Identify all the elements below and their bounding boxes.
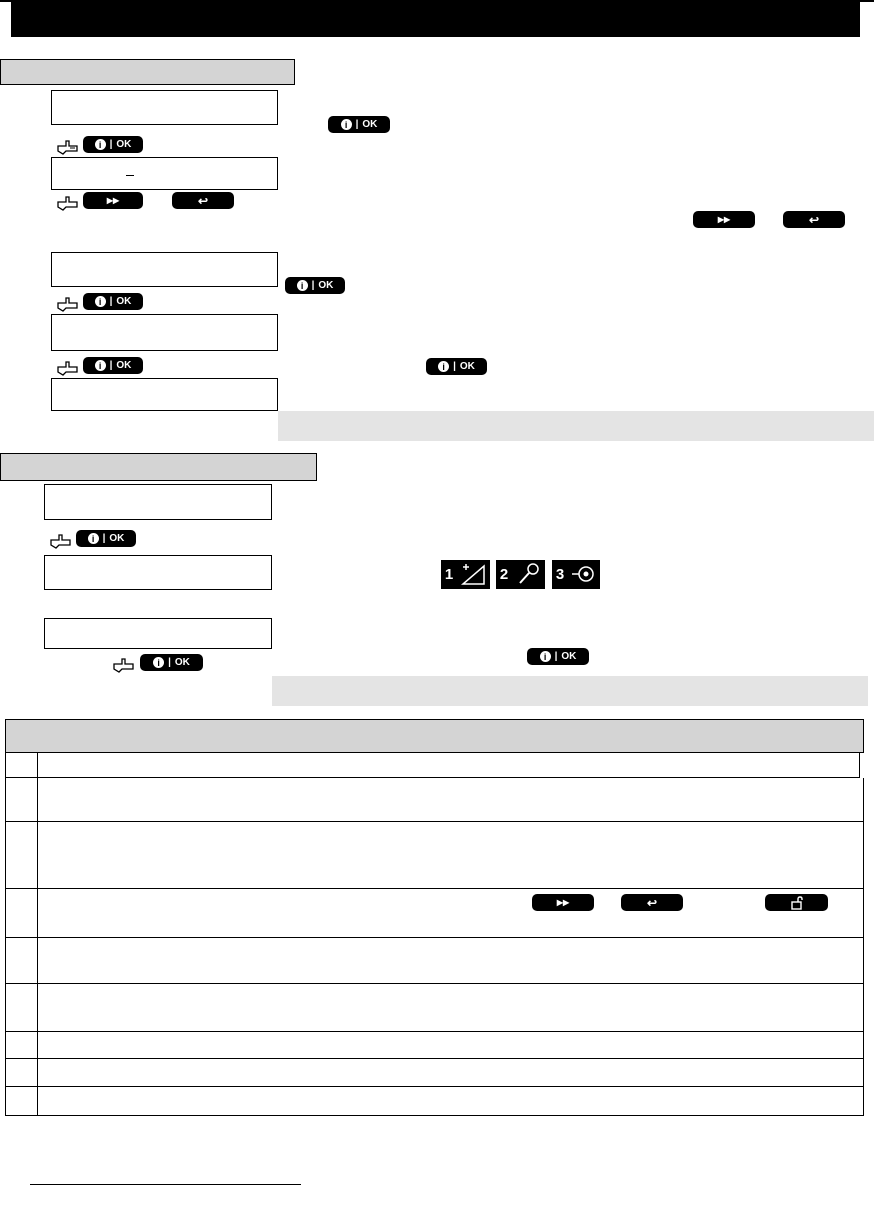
key-tag-icon [568, 560, 600, 589]
back-icon: ↩ [646, 895, 658, 910]
table-row [5, 889, 864, 938]
key-divider: | [109, 139, 113, 150]
pointing-hand-icon [57, 193, 81, 211]
row-number-cell [6, 778, 38, 821]
key-divider: | [355, 119, 359, 130]
info-ok-key[interactable] [328, 116, 390, 133]
info-icon: i [297, 280, 308, 291]
ok-label: OK [116, 296, 132, 307]
info-ok-key[interactable] [83, 293, 143, 310]
section-1-header [0, 59, 295, 85]
info-icon: i [95, 296, 106, 307]
lcd-display-8 [44, 618, 272, 649]
unlock-icon [790, 896, 804, 910]
footnote-separator [30, 1184, 301, 1185]
lcd-display-1 [51, 90, 278, 125]
row-number-cell [6, 984, 38, 1031]
table-row [5, 778, 864, 822]
ok-label: OK [174, 657, 190, 668]
key-divider: | [554, 651, 558, 662]
row-number-cell [6, 1032, 38, 1058]
row-number-cell [6, 889, 38, 937]
info-ok-key[interactable] [140, 654, 203, 671]
ok-label: OK [116, 139, 132, 150]
lcd-display-6 [44, 484, 272, 520]
pointing-hand-icon [57, 137, 81, 155]
key-divider: | [168, 657, 171, 668]
key-divider: | [109, 296, 113, 307]
table-row [5, 1032, 864, 1059]
forward-icon: ▶▶ [556, 898, 570, 907]
note-band-1 [278, 411, 874, 441]
key-divider: | [311, 280, 315, 291]
forward-icon: ▶▶ [106, 196, 120, 205]
row-number-cell [6, 1087, 38, 1115]
table-row [5, 1059, 864, 1087]
table-row [5, 822, 864, 889]
info-ok-key[interactable] [426, 358, 487, 375]
step-2-number: 2 [496, 560, 512, 589]
row-number-cell [6, 753, 38, 777]
info-icon: i [540, 651, 551, 662]
row-number-cell [6, 822, 38, 888]
forward-key[interactable] [693, 211, 755, 228]
ok-label: OK [561, 651, 577, 662]
key-divider: | [102, 533, 106, 544]
lcd-display-2 [51, 157, 278, 190]
pointing-hand-icon [113, 655, 137, 673]
pointing-hand-icon [57, 358, 81, 376]
row-number-cell [6, 938, 38, 983]
info-ok-key[interactable] [285, 277, 345, 294]
table-row [5, 984, 864, 1032]
ok-label: OK [459, 361, 475, 372]
ok-label: OK [318, 280, 334, 291]
table-row [5, 938, 864, 984]
back-icon: ↩ [197, 193, 209, 208]
section-2-header [0, 453, 317, 481]
ok-label: OK [109, 533, 125, 544]
pointing-hand-icon [57, 294, 81, 312]
lcd-display-3 [51, 252, 278, 287]
lcd-display-4 [51, 314, 278, 351]
info-icon: i [153, 657, 164, 668]
table-row [5, 753, 860, 778]
info-icon: i [95, 360, 106, 371]
info-icon: i [88, 533, 99, 544]
forward-key[interactable] [532, 894, 594, 911]
lcd-display-5 [51, 378, 278, 411]
instructions-table [5, 753, 864, 1116]
microphone-icon [512, 560, 545, 589]
key-divider: | [109, 360, 113, 371]
info-icon: i [341, 119, 352, 130]
back-icon: ↩ [808, 212, 820, 227]
info-ok-key[interactable] [527, 648, 589, 665]
ok-label: OK [362, 119, 378, 130]
page-header-bar [11, 0, 860, 37]
lcd-cursor [126, 175, 134, 176]
row-number-cell [6, 1059, 38, 1086]
table-row [5, 1087, 864, 1116]
note-band-2 [272, 676, 868, 706]
ok-label: OK [116, 360, 132, 371]
info-ok-key[interactable] [83, 136, 143, 153]
info-ok-key[interactable] [83, 357, 143, 374]
pointing-hand-icon [50, 531, 74, 549]
forward-key[interactable] [83, 192, 143, 209]
lcd-display-7 [44, 555, 272, 590]
back-key[interactable] [621, 894, 683, 911]
back-key[interactable] [783, 211, 845, 228]
back-key[interactable] [172, 192, 234, 209]
unlock-key[interactable] [765, 894, 828, 911]
key-divider: | [453, 361, 456, 372]
info-icon: i [95, 139, 106, 150]
step-1-icon [441, 560, 490, 589]
step-3-number: 3 [552, 560, 568, 589]
door-sensor-icon [457, 560, 490, 589]
forward-icon: ▶▶ [717, 215, 731, 224]
step-3-icon [552, 560, 600, 589]
info-ok-key[interactable] [76, 530, 136, 547]
table-header [5, 719, 864, 753]
step-2-icon [496, 560, 545, 589]
info-icon: i [438, 361, 449, 372]
step-1-number: 1 [441, 560, 457, 589]
